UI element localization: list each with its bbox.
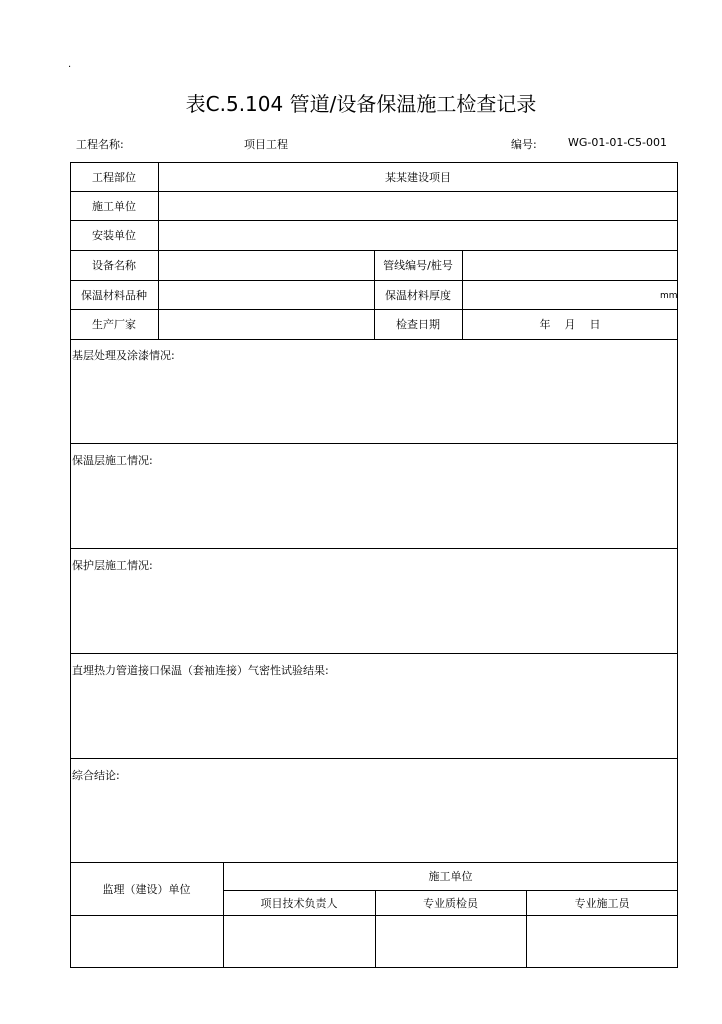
code-label: 编号: — [511, 138, 537, 151]
section-divider — [70, 758, 678, 759]
project-name-value: 项目工程 — [244, 138, 288, 151]
quality-inspector-label: 专业质检员 — [423, 896, 478, 910]
row-divider — [70, 915, 678, 916]
inspection-date-value: 年 月 日 — [539, 318, 601, 331]
construction-worker-label: 专业施工员 — [574, 896, 630, 910]
section-divider — [70, 548, 678, 549]
supervisor-unit-label: 监理（建设）单位 — [102, 882, 191, 896]
insulation-layer-label: 保温层施工情况: — [72, 454, 153, 467]
joint-test-label: 直埋热力管道接口保温（套袖连接）气密性试验结果: — [72, 664, 329, 677]
thickness-unit: mm — [660, 291, 678, 301]
insulation-material-label: 保温材料品种 — [81, 288, 147, 302]
conclusion-label: 综合结论: — [72, 769, 120, 782]
install-unit-label: 安装单位 — [92, 229, 136, 242]
section-divider — [70, 443, 678, 444]
manufacturer-label: 生产厂家 — [92, 318, 136, 331]
inspection-date-label: 检查日期 — [396, 318, 440, 331]
pipeline-no-label: 管线编号/桩号 — [383, 259, 453, 272]
code-value: WG-01-01-C5-001 — [568, 136, 667, 149]
protection-layer-label: 保护层施工情况: — [72, 559, 153, 572]
row-divider — [70, 339, 678, 340]
project-part-value: 某某建设项目 — [385, 170, 451, 184]
tech-lead-label: 项目技术负责人 — [260, 896, 338, 910]
corner-dot: · — [68, 62, 72, 73]
project-name-label: 工程名称: — [76, 138, 124, 151]
insulation-thickness-label: 保温材料厚度 — [385, 288, 451, 302]
project-part-label: 工程部位 — [92, 170, 136, 184]
construction-unit-label: 施工单位 — [92, 199, 136, 213]
row-divider — [70, 220, 678, 221]
equipment-name-label: 设备名称 — [92, 259, 136, 272]
section-divider — [70, 653, 678, 654]
row-divider — [70, 191, 678, 192]
base-treatment-label: 基层处理及涂漆情况: — [72, 349, 175, 362]
page-title: 表C.5.104 管道/设备保温施工检查记录 — [185, 92, 537, 116]
construction-unit-header: 施工单位 — [428, 870, 473, 883]
